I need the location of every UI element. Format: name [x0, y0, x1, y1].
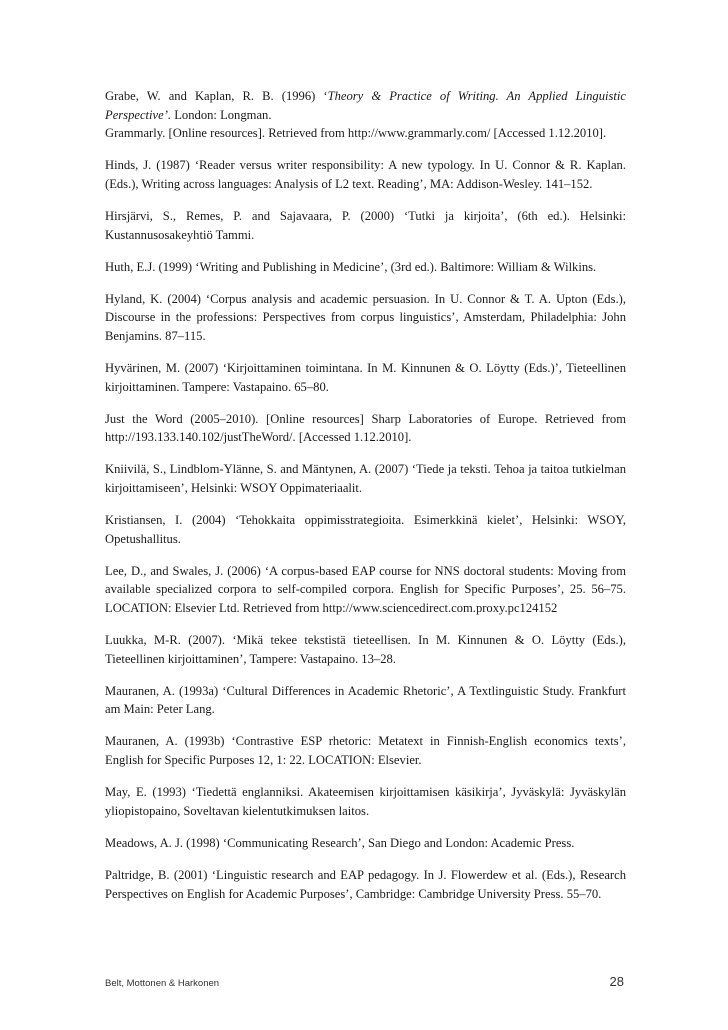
reference-text: Hirsjärvi, S., Remes, P. and Sajavaara, P. (2000) ‘Tutki ja kirjoita’, (6th ed.). Helsinki: Kustannusosakeyhtiö Tammi. — [105, 208, 626, 242]
reference-entry — [105, 460, 626, 497]
reference-entry — [105, 87, 626, 124]
reference-entry — [105, 562, 626, 618]
reference-entry — [105, 207, 626, 244]
reference-text: Huth, E.J. (1999) ‘Writing and Publishing in Medicine’, (3rd ed.). Baltimore: William & Wilkins. — [105, 259, 597, 274]
reference-text: Mauranen, A. (1993a) ‘Cultural Differences in Academic Rhetoric’, A Textlinguistic Study. Frankfurt am Main: Peter Lang. — [105, 683, 626, 717]
reference-entry — [105, 124, 626, 143]
reference-text: Kniivilä, S., Lindblom-Ylänne, S. and Mäntynen, A. (2007) ‘Tiede ja teksti. Tehoa ja taitoa tutkielman kirjoittamiseen’, Helsinki: WSOY Oppimateriaalit. — [105, 462, 626, 495]
reference-entry — [105, 511, 626, 548]
reference-entry — [105, 732, 626, 769]
reference-text: Hinds, J. (1987) ‘Reader versus writer responsibility: A new typology. In U. Connor & R. Kaplan. (Eds.), Writing across languages: Analysis of L2 text. Reading’, MA: Addison-Wesley. 141–152. — [105, 158, 626, 191]
page-number: 28 — [609, 974, 624, 989]
reference-entry — [105, 834, 626, 853]
reference-text: Grammarly. [Online resources]. Retrieved from http://www.grammarly.com/ [Accessed 1.12.2010]. — [105, 126, 607, 141]
reference-italic-title: Theory & Practice of Writing. An Applied Linguistic Perspective’. — [105, 89, 626, 122]
reference-text: Luukka, M-R. (2007). ‘Mikä tekee tekstistä tieteellisen. In M. Kinnunen & O. Löytty (Eds.), Tieteellinen kirjoittaminen’, Tampere: Vastapaino. 13–28. — [105, 633, 626, 666]
reference-entry — [105, 631, 626, 668]
reference-text: Meadows, A. J. (1998) ‘Communicating Research’, San Diego and London: Academic Press. — [105, 835, 575, 850]
reference-text: Paltridge, B. (2001) ‘Linguistic research and EAP pedagogy. In J. Flowerdew et al. (Eds.), Research Perspectives on English for Academic Purposes’, Cambridge: Cambridge University Press. 55–70. — [105, 867, 626, 901]
reference-entry — [105, 783, 626, 820]
reference-text: Mauranen, A. (1993b) ‘Contrastive ESP rhetoric: Metatext in Finnish-English economics texts’, English for Specific Purposes 12, 1: 22. LOCATION: Elsevier. — [105, 734, 626, 768]
reference-entry — [105, 682, 626, 719]
reference-text: Just the Word (2005–2010). [Online resources] Sharp Laboratories of Europe. Retrieved from http://193.133.140.102/justTheWord/. [Accessed 1.12.2010]. — [105, 411, 626, 445]
reference-entry — [105, 359, 626, 396]
reference-text: Kristiansen, I. (2004) ‘Tehokkaita oppimisstrategioita. Esimerkkinä kielet’, Helsinki: WSOY, Opetushallitus. — [105, 513, 626, 546]
reference-text-tail: London: Longman. — [171, 107, 272, 122]
reference-text: Lee, D., and Swales, J. (2006) ‘A corpus-based EAP course for NNS doctoral students: Moving from available specialized corpora to self-compiled corpora. English for Specific Purposes’, 25. 56–75. LOCATION: Elsevier Ltd. Retrieved from http://www.sciencedirect.com.proxy.pc124152 — [105, 563, 626, 615]
reference-text: Hyland, K. (2004) ‘Corpus analysis and academic persuasion. In U. Connor & T. A. Upton (Eds.), Discourse in the professions: Perspectives from corpus linguistics’, Amsterdam, Philadelphia: John Benjamins. 87–115. — [105, 291, 626, 343]
footer-authors: Belt, Mottonen & Harkonen — [105, 978, 220, 989]
reference-entry — [105, 258, 626, 277]
reference-entry — [105, 290, 626, 346]
reference-text: Grabe, W. and Kaplan, R. B. (1996) ‘ — [105, 89, 328, 103]
reference-text: Hyvärinen, M. (2007) ‘Kirjoittaminen toimintana. In M. Kinnunen & O. Löytty (Eds.)’, Tieteellinen kirjoittaminen. Tampere: Vastapaino. 65–80. — [105, 361, 626, 394]
reference-entry — [105, 866, 626, 903]
reference-entry — [105, 156, 626, 193]
reference-list — [105, 87, 626, 917]
reference-entry — [105, 410, 626, 447]
reference-text: May, E. (1993) ‘Tiedettä englanniksi. Akateemisen kirjoittamisen käsikirja’, Jyväskylä: Jyväskylän yliopistopaino, Soveltavan kielentutkimuksen laitos. — [105, 785, 626, 818]
